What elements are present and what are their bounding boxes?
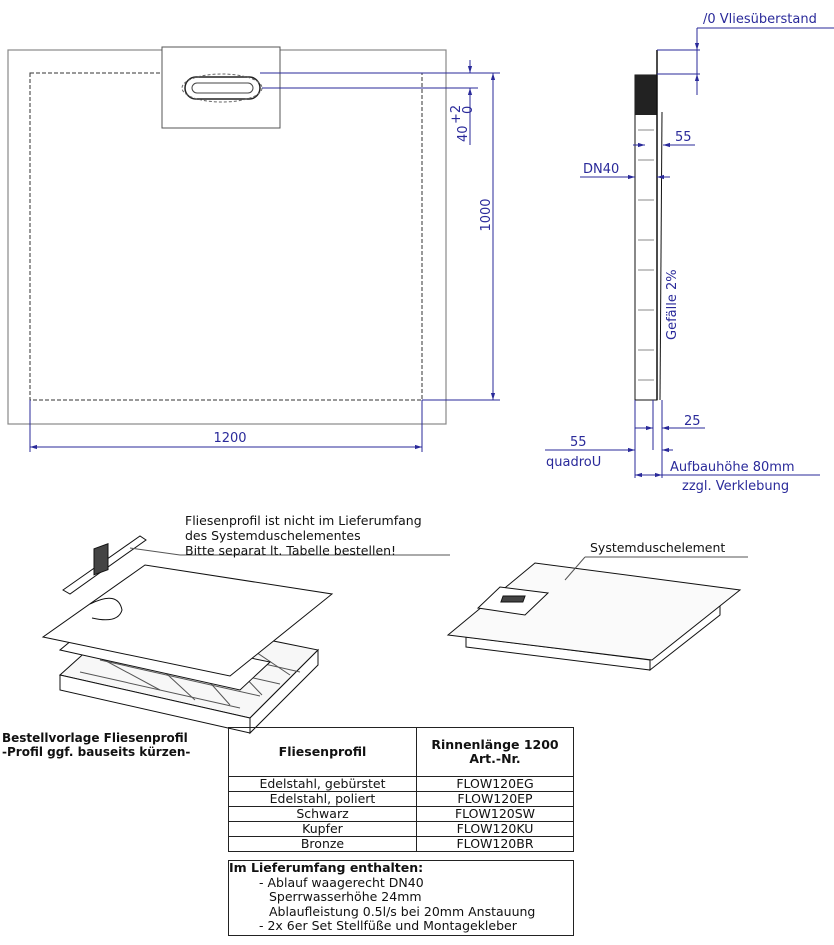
scope-line: Sperrwasserhöhe 24mm (269, 889, 422, 904)
order-title (2, 731, 190, 759)
table-header (229, 728, 574, 777)
order-title-line2: -Profil ggf. bauseits kürzen- (2, 745, 191, 759)
tolerance-lower: 0 (461, 105, 476, 114)
width-dimension: 1200 (213, 431, 247, 446)
drain-size-label: DN40 (583, 162, 620, 177)
profile-note-line2: des Systemduschelementes (185, 528, 361, 543)
quadro-label: quadroU (546, 455, 602, 470)
quadro-dimension: 55 (570, 435, 587, 450)
profile-note-line1: Fliesenprofil ist nicht im Lieferumfang (185, 513, 422, 528)
col-article-header: Rinnenlänge 1200 Art.-Nr. (417, 728, 574, 777)
height-note: zzgl. Verklebung (682, 479, 790, 494)
iso-exploded-view (0, 536, 450, 733)
table-row: Edelstahl, poliert FLOW120EP (229, 792, 574, 807)
scope-title: Im Lieferumfang enthalten: (229, 860, 424, 875)
plan-view (8, 47, 500, 452)
depth-dimension: 1000 (479, 198, 494, 232)
height-label: Aufbauhöhe 80mm (670, 460, 795, 475)
slope-label: Gefälle 2% (665, 269, 680, 340)
fleece-overhang-label: /0 Vliesüberstand (703, 12, 817, 27)
drain-offset-dimension: 40 (456, 125, 471, 142)
thickness-dimension: 25 (684, 414, 701, 429)
scope-line: - 2x 6er Set Stellfüße und Montagekleber (259, 918, 517, 933)
table-row: Schwarz FLOW120SW (229, 807, 574, 822)
order-title-line1: Bestellvorlage Fliesenprofil (2, 731, 188, 745)
element-label: Systemduschelement (590, 540, 726, 555)
scope-line: - Ablauf waagerecht DN40 (259, 874, 424, 890)
side-view (545, 12, 834, 494)
scope-line: Ablaufleistung 0.5l/s bei 20mm Anstauung (269, 903, 536, 919)
tolerance-upper: +2 (449, 104, 464, 124)
table-row: Bronze FLOW120BR (229, 837, 574, 852)
drain-dimension: 55 (675, 130, 692, 145)
profile-note-line3: Bitte separat lt. Tabelle bestellen! (185, 543, 397, 558)
col-profile-header: Fliesenprofil (229, 728, 417, 777)
profile-table (228, 727, 574, 852)
scope-of-delivery-box (228, 860, 574, 936)
table-row: Edelstahl, gebürstet FLOW120EG (229, 777, 574, 792)
table-row: Kupfer FLOW120KU (229, 822, 574, 837)
iso-element-view (448, 557, 748, 670)
